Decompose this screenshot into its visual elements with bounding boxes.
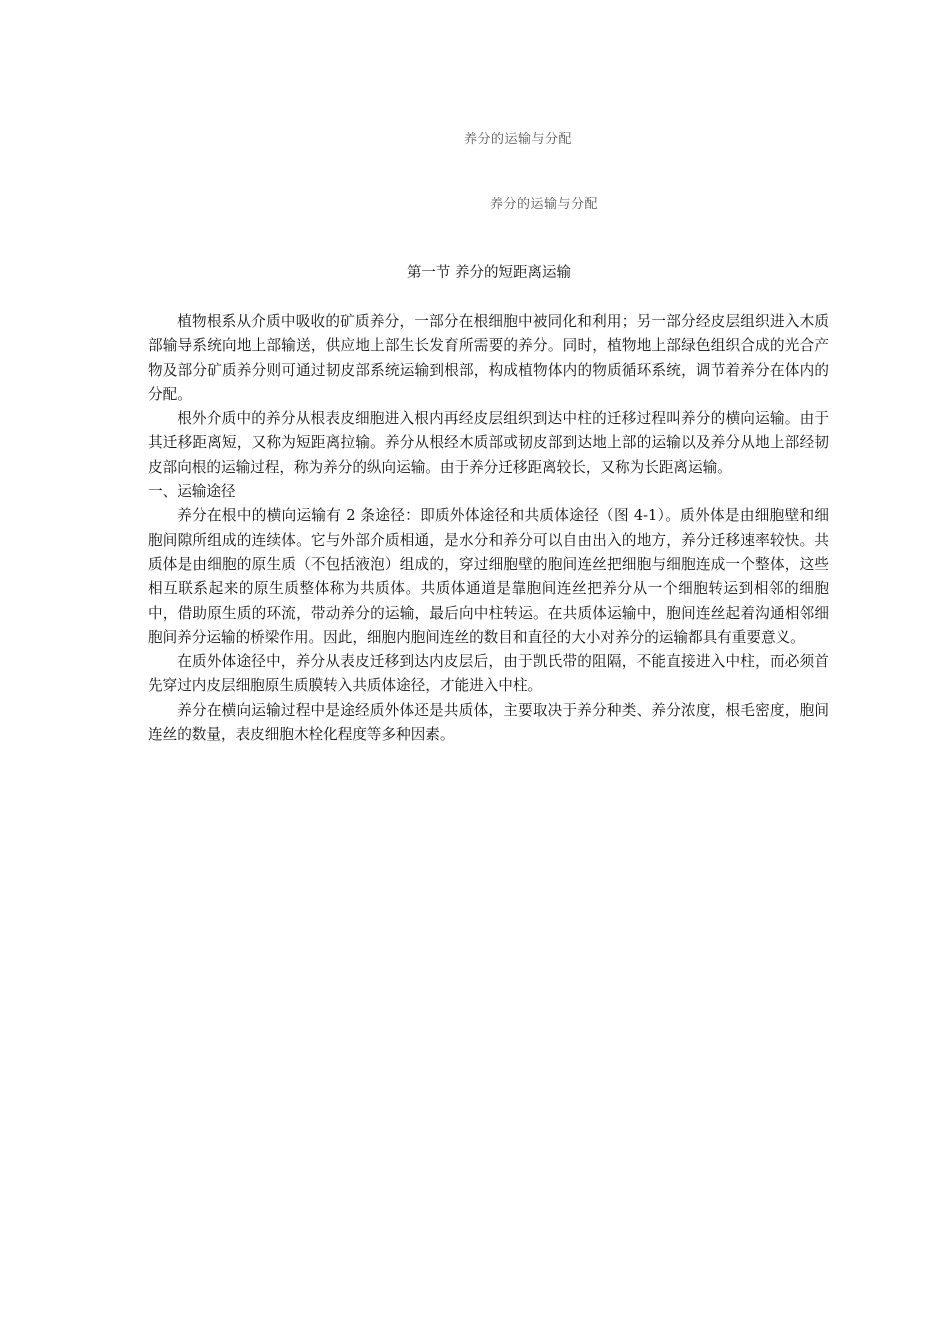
body-text [148,310,829,747]
subsection-heading: 一、运输途径 [148,483,236,501]
document-title: 养分的运输与分配 [463,132,572,147]
document-subtitle: 养分的运输与分配 [489,197,598,212]
paragraph-5: 养分在横向运输过程中是途经质外体还是共质体，主要取决于养分种类、养分浓度，根毛密度，胞间连丝的数量，表皮细胞木栓化程度等多种因素。 [148,701,829,744]
section-heading: 第一节 养分的短距离运输 [406,265,572,281]
paragraph-4: 在质外体途径中，养分从表皮迁移到达内皮层后，由于凯氏带的阻隔，不能直接进入中柱，而必须首先穿过内皮层细胞原生质膜转入共质体途径，才能进入中柱。 [148,653,829,695]
paragraph-1: 植物根系从介质中吸收的矿质养分，一部分在根细胞中被同化和利用；另一部分经皮层组织进入木质部输导系统向地上部输送，供应地上部生长发育所需要的养分。同时，植物地上部绿色组织合成的光合产物及部分矿质养分则可通过韧皮部系统运输到根部，构成植物体内的物质循环系统，调节着养分在体内的分配。 [148,313,829,403]
paragraph-2: 根外介质中的养分从根表皮细胞进入根内再经皮层组织到达中柱的迁移过程叫养分的横向运输。由于其迁移距离短，又称为短距离拉输。养分从根经木质部或韧皮部到达地上部的运输以及养分从地上部经韧皮部向根的运输过程，称为养分的纵向运输。由于养分迁移距离较长，又称为长距离运输。 [148,410,829,476]
paragraph-3: 养分在根中的横向运输有 2 条途径：即质外体途径和共质体途径（图 4-1）。质外体是由细胞壁和细胞间隙所组成的连续体。它与外部介质相通，是水分和养分可以自由出入的地方，养分迁移速率较快。共质体是由细胞的原生质（不包括液泡）组成的，穿过细胞壁的胞间连丝把细胞与细胞连成一个整体，这些相互联系起来的原生质整体称为共质体。共质体通道是靠胞间连丝把养分从一个细胞转运到相邻的细胞中，借助原生质的环流，带动养分的运输，最后向中柱转运。在共质体运输中，胞间连丝起着沟通相邻细胞间养分运输的桥梁作用。因此，细胞内胞间连丝的数目和直径的大小对养分的运输都具有重要意义。 [148,507,829,646]
